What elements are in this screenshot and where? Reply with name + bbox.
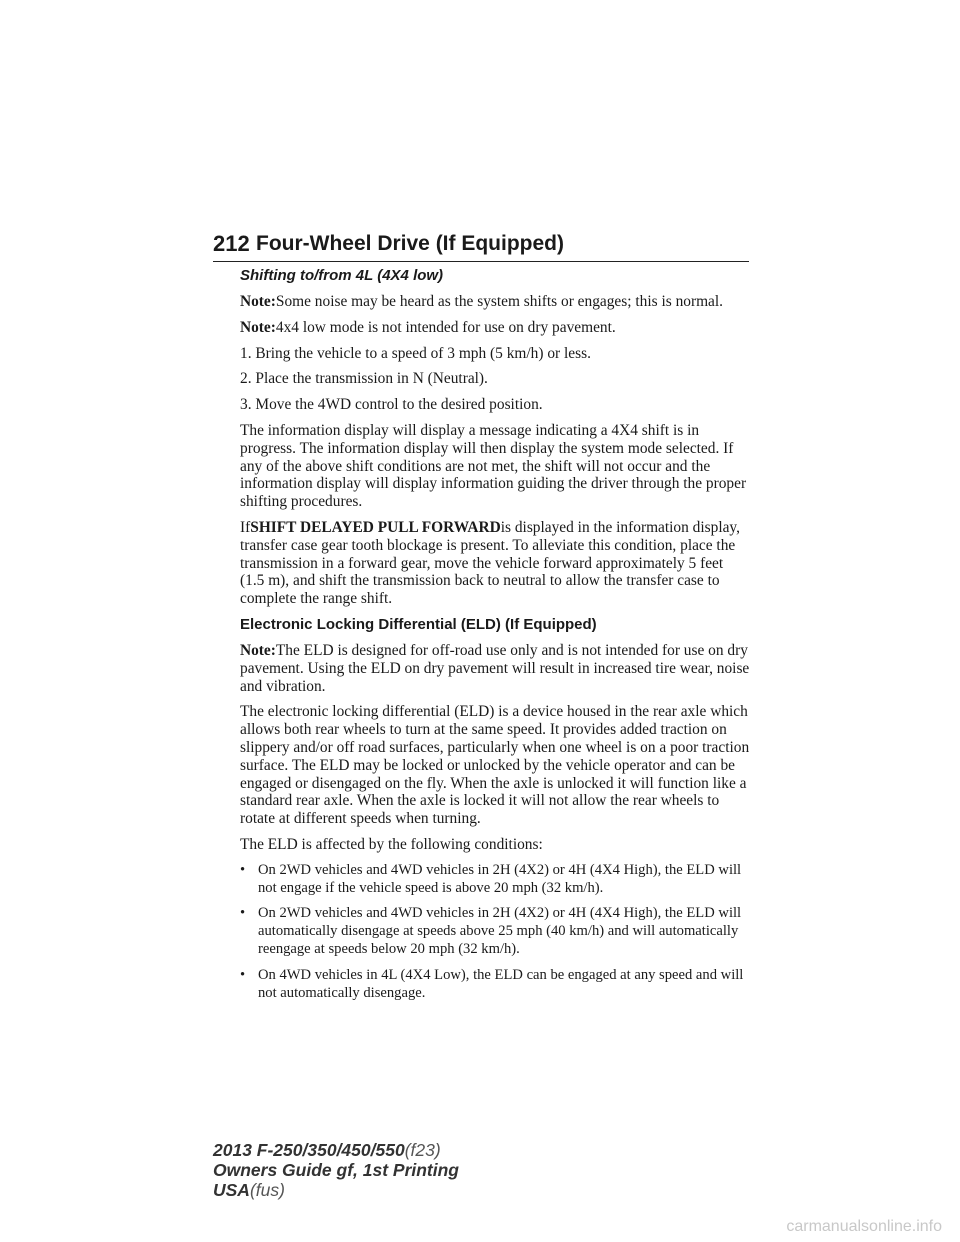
list-item — [240, 862, 750, 898]
paragraph-text: is displayed in the information display, transfer case gear tooth blockage is present. To alleviate this condition, place the transmission in a forward gear, move the vehicle forward approximately 5 feet (1.5 m), and shift the transmission back to neutral to allow the transfer case to complete the range shift. — [240, 518, 740, 608]
step-item: 1. Bring the vehicle to a speed of 3 mph (5 km/h) or less. — [240, 344, 591, 362]
section-heading-eld: Electronic Locking Differential (ELD) (If Equipped) — [240, 615, 597, 633]
page-header — [213, 229, 749, 262]
chapter-title: Four-Wheel Drive (If Equipped) — [256, 232, 564, 255]
bullet-icon: • — [240, 905, 246, 922]
footer-line — [213, 1180, 459, 1200]
body-paragraph — [240, 519, 750, 608]
list-item — [240, 967, 750, 1003]
list-item-text: On 2WD vehicles and 4WD vehicles in 2H (4X2) or 4H (4X4 High), the ELD will automatically disengage at speeds above 25 mph (40 km/h) and will automatically reengage at speeds below 20 mph (32 km/h). — [258, 905, 742, 957]
footer-model: 2013 F-250/350/450/550 — [213, 1140, 405, 1160]
body-paragraph: The information display will display a message indicating a 4X4 shift is in progress. The information display will then display the system mode selected. If any of the above shift conditions are not met, the shift will not occur and the information display will display information guiding the driver through the proper shifting procedures. — [240, 421, 747, 511]
body-paragraph: The electronic locking differential (ELD) is a device housed in the rear axle which allows both rear wheels to turn at the same speed. It provides added traction on slippery and/or off road surfaces, particularly when one wheel is on a poor traction surface. The ELD may be locked or unlocked by the vehicle operator and can be engaged or disengaged on the fly. When the axle is unlocked it will function like a standard rear axle. When the axle is locked it will not allow the rear wheels to rotate at different speeds when turning. — [240, 703, 750, 828]
watermark: carmanualsonline.info — [786, 1218, 942, 1235]
footer-line — [213, 1140, 459, 1160]
display-message: SHIFT DELAYED PULL FORWARD — [250, 518, 501, 536]
footer-guide: Owners Guide gf, 1st Printing — [213, 1160, 459, 1180]
footer-code: (f23) — [404, 1140, 441, 1160]
note-text: 4x4 low mode is not intended for use on dry pavement. — [275, 318, 616, 336]
bullet-icon: • — [240, 861, 246, 878]
conditions-list — [240, 862, 750, 1003]
body-paragraph: The ELD is affected by the following conditions: — [240, 835, 543, 853]
section-heading-4l: Shifting to/from 4L (4X4 low) — [240, 267, 444, 284]
note-label: Note: — [240, 318, 276, 336]
note-label: Note: — [240, 293, 276, 310]
step-item: 3. Move the 4WD control to the desired position. — [240, 396, 543, 414]
page-number: 212 — [213, 231, 250, 256]
note-paragraph — [240, 319, 750, 337]
list-item-text: On 4WD vehicles in 4L (4X4 Low), the ELD can be engaged at any speed and will not automatically disengage. — [258, 966, 744, 1001]
bullet-icon: • — [240, 966, 246, 983]
note-text: The ELD is designed for off-road use only and is not intended for use on dry pavement. Using the ELD on dry pavement will result in increased tire wear, noise and vibration. — [240, 641, 750, 695]
note-label: Note: — [240, 641, 276, 659]
list-item — [240, 905, 750, 958]
print-footer — [213, 1140, 459, 1200]
paragraph-prefix: If — [240, 518, 251, 536]
step-item: 2. Place the transmission in N (Neutral). — [240, 370, 488, 388]
footer-code: (fus) — [249, 1180, 285, 1200]
footer-line — [213, 1160, 459, 1180]
note-paragraph — [240, 293, 750, 311]
page-content — [240, 267, 750, 1010]
list-item-text: On 2WD vehicles and 4WD vehicles in 2H (4X2) or 4H (4X4 High), the ELD will not engage if the vehicle speed is above 20 mph (32 km/h). — [258, 861, 742, 896]
note-text: Some noise may be heard as the system shifts or engages; this is normal. — [275, 293, 724, 310]
note-paragraph — [240, 642, 750, 695]
footer-region: USA — [213, 1180, 250, 1200]
